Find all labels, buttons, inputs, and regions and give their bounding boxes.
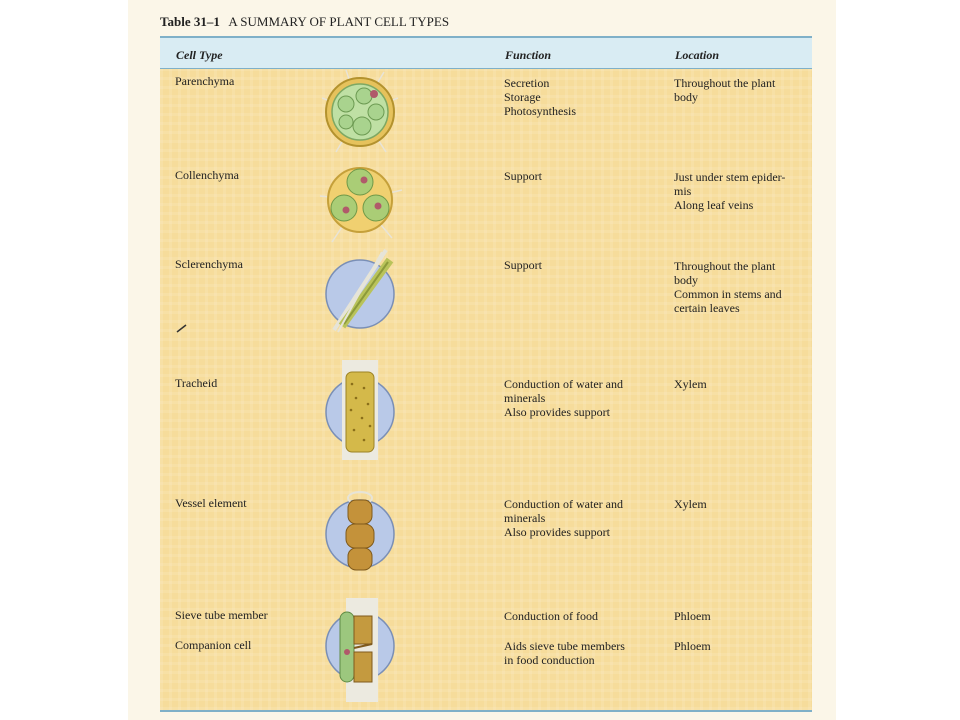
- row-collenchyma-type: Collenchyma: [175, 168, 239, 182]
- table-header: [160, 36, 812, 69]
- row-sclerenchyma-function: Support: [504, 258, 543, 272]
- header-cell-type: Cell Type: [176, 48, 223, 62]
- row-collenchyma-function: Support: [504, 169, 543, 183]
- row-sclerenchyma-type: Sclerenchyma: [175, 257, 243, 271]
- row-parenchyma-location: Throughout the plant body: [674, 76, 776, 104]
- row-sieve-location: Phloem: [674, 609, 711, 623]
- row-sieve-function: Conduction of food: [504, 609, 598, 623]
- row-vessel-function: Conduction of water and minerals Also provides support: [504, 497, 623, 539]
- collenchyma-cell-icon: [316, 156, 404, 244]
- row-parenchyma-type: Parenchyma: [175, 74, 235, 88]
- row-companion-function: Aids sieve tube members in food conduction: [504, 639, 625, 667]
- table-number: Table 31–1: [160, 14, 220, 29]
- row-parenchyma-function: Secretion Storage Photosynthesis: [504, 76, 577, 118]
- sclerenchyma-cell-icon: [320, 246, 400, 336]
- table-panel: [160, 36, 812, 712]
- table-title: [160, 14, 449, 30]
- row-collenchyma-location: Just under stem epider- mis Along leaf veins: [674, 170, 786, 212]
- row-tracheid-type: Tracheid: [175, 376, 218, 390]
- pen-mark: [176, 323, 188, 333]
- parenchyma-cell-icon: [316, 68, 404, 156]
- row-sieve-type: Sieve tube member: [175, 608, 268, 622]
- row-companion-location: Phloem: [674, 639, 711, 653]
- table-title-text: A SUMMARY OF PLANT CELL TYPES: [228, 14, 450, 29]
- row-tracheid-function: Conduction of water and minerals Also provides support: [504, 377, 623, 419]
- row-companion-type: Companion cell: [175, 638, 252, 652]
- row-vessel-location: Xylem: [674, 497, 707, 511]
- tracheid-cell-icon: [320, 358, 400, 462]
- sieve-companion-cell-icon: [320, 596, 400, 704]
- vessel-element-icon: [320, 488, 400, 580]
- row-vessel-type: Vessel element: [175, 496, 247, 510]
- header-location: Location: [675, 48, 719, 62]
- row-tracheid-location: Xylem: [674, 377, 707, 391]
- row-sclerenchyma-location: Throughout the plant body Common in stems and certain leaves: [674, 259, 782, 315]
- header-function: Function: [505, 48, 552, 62]
